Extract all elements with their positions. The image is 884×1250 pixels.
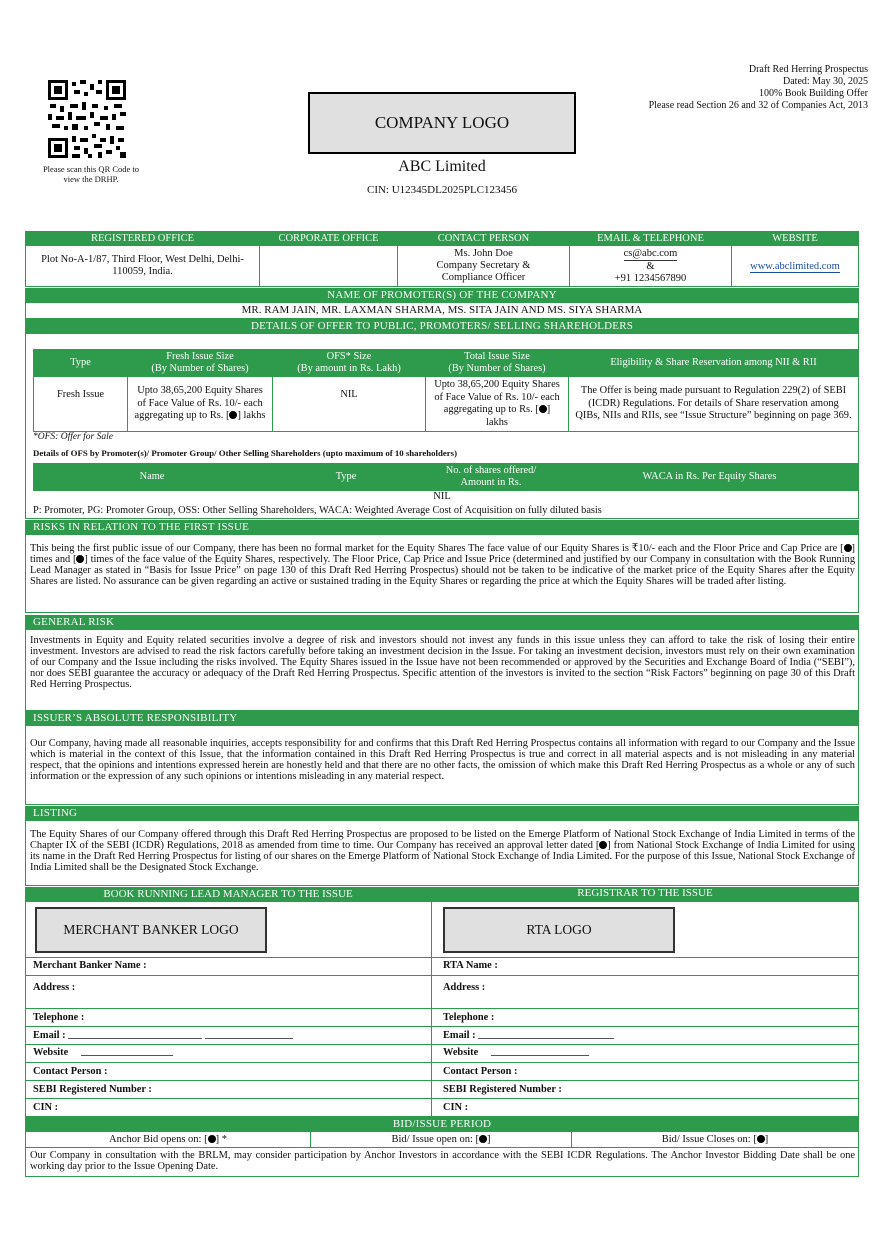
open-text-b: ] — [487, 1134, 491, 1145]
anchor-text-b: ] * — [215, 1134, 227, 1145]
brlm-address-label: Address : — [33, 982, 76, 993]
th-ofs-shares — [422, 464, 561, 491]
company-cin: CIN: U12345DL2025PLC123456 — [366, 184, 518, 196]
company-logo — [308, 92, 576, 154]
merchant-banker-logo: MERCHANT BANKER LOGO — [35, 907, 267, 953]
th-ofs-type: Type — [271, 464, 422, 491]
blank-line — [81, 1047, 173, 1056]
ofs-table — [33, 463, 859, 491]
corporate-office-address — [260, 246, 398, 287]
website-link[interactable]: www.abclimited.com — [750, 260, 840, 272]
risks-first-text — [30, 543, 855, 587]
blank-line — [491, 1047, 589, 1056]
website-cell — [732, 246, 859, 287]
brlm-contact-label: Contact Person : — [33, 1066, 108, 1077]
general-risk-header: GENERAL RISK — [25, 615, 859, 629]
listing-text-1: The Equity Shares of our Company offered through this Draft Red Herring Prospectus are proposed to be listed on the Emerge Platform of National Stock Exchange of India Limited in terms of the Chapter IX of the SEBI (ICDR) Regulations, 2018 as amended from time to time. Our Company has received an approval letter dated [ — [30, 829, 855, 852]
offer-header: DETAILS OF OFFER TO PUBLIC, PROMOTERS/ SELLING SHAREHOLDERS — [25, 319, 859, 333]
issuer-text: Our Company, having made all reasonable inquiries, accepts responsibility for and confirms that this Draft Red Herring Prospectus contains all information with regard to our Company and the Issue which is material in the context of this Issue, that the information contained in this Draft Red Herring Prospectus is true and correct in all material aspects and is not misleading in any material respect, that the opinions and intentions expressed herein are honestly held and that there are no other facts, the omission of which make this Draft Red Herring Prospectus as a whole or any of such information or the expression of any such opinions or intentions misleading in any material respect. — [30, 738, 855, 783]
telephone: +91 1234567890 — [614, 272, 687, 284]
amp-separator: & — [646, 260, 655, 272]
company-name: ABC Limited — [398, 158, 486, 175]
th-total-1: Total Issue Size — [464, 350, 530, 362]
registered-office-address: Plot No-A-1/87, Third Floor, West Delhi, Delhi- 110059, India. — [26, 246, 260, 287]
blank-line — [68, 1030, 202, 1039]
contact-name: Ms. John Doe — [454, 248, 513, 259]
rta-address-label: Address : — [443, 982, 486, 993]
divider — [25, 1008, 859, 1009]
ofs-size: NIL — [273, 377, 426, 432]
divider — [25, 1098, 859, 1099]
th-email-telephone: EMAIL & TELEPHONE — [570, 232, 732, 246]
th-fresh-1: Fresh Issue Size — [166, 350, 234, 362]
th-fresh-2: (By Number of Shares) — [151, 363, 249, 374]
th-total-2: (By Number of Shares) — [448, 363, 546, 374]
blank-line — [478, 1030, 614, 1039]
rta-sebi-label: SEBI Registered Number : — [443, 1084, 562, 1095]
doc-type: Draft Red Herring Prospectus — [748, 64, 868, 75]
rta-email-text: Email : — [443, 1030, 476, 1041]
close-text-a: Bid/ Issue Closes on: [ — [661, 1134, 757, 1145]
bid-close-date — [572, 1132, 859, 1148]
th-corporate-office: CORPORATE OFFICE — [260, 232, 398, 246]
listing-header: LISTING — [25, 806, 859, 820]
eligibility-text: The Offer is being made pursuant to Regulation 229(2) of SEBI (ICDR) Regulations. For details of Share reservation among QIBs, NIIs and RIIs, see “Issue Structure” beginning on page 369. — [569, 377, 859, 432]
general-risk-text: Investments in Equity and Equity related securities involve a degree of risk and investors should not invest any funds in this issue unless they can afford to take the risk of losing their entire investment. Investors are advised to read the risk factors carefully before taking an investment decision in the Issue. For taking an investment decision, investors must rely on their own examination of our Company and the Issue including the risks involved. The Equity Shares issued in the Issue have not been recommended or approved by the Securities and Exchange Board of India (“SEBI”), nor does SEBI guarantee the accuracy or adequacy of the Draft Red Herring Prospectus. Specific attention of the investors is invited to the section “Risk Factors” beginning on page 30 of this Draft Red Herring Prospectus. — [30, 635, 855, 691]
placeholder-dot — [757, 1135, 765, 1143]
brlm-email-label — [33, 1030, 293, 1041]
doc-date: Dated: May 30, 2025 — [783, 76, 868, 87]
brlm-email-text: Email : — [33, 1030, 66, 1041]
brlm-website-text: Website — [33, 1047, 69, 1058]
risks-text-2: ] times and [ — [30, 543, 855, 566]
intermediaries-divider — [431, 901, 432, 1117]
offer-type: 100% Book Building Offer — [759, 88, 868, 99]
rta-logo: RTA LOGO — [443, 907, 675, 953]
brlm-cin-label: CIN : — [33, 1102, 59, 1113]
qr-caption: Please scan this QR Code to view the DRHP. — [42, 164, 140, 184]
th-contact-person: CONTACT PERSON — [398, 232, 570, 246]
placeholder-dot — [844, 544, 852, 552]
rta-website-text: Website — [443, 1047, 479, 1058]
company-logo-text: COMPANY LOGO — [374, 113, 510, 132]
placeholder-dot — [539, 405, 547, 413]
promoters-names: MR. RAM JAIN, MR. LAXMAN SHARMA, MS. SITA JAIN AND MS. SIYA SHARMA — [25, 302, 859, 319]
th-website: WEBSITE — [732, 232, 859, 246]
fresh-issue-size — [128, 377, 273, 432]
bid-period-header: BID/ISSUE PERIOD — [25, 1117, 859, 1131]
abbreviations: P: Promoter, PG: Promoter Group, OSS: Other Selling Shareholders, WACA: Weighted Average Cost of Acquisition on fully diluted basis — [33, 505, 602, 516]
anchor-bid-date — [26, 1132, 311, 1148]
ofs-details-title: Details of OFS by Promoter(s)/ Promoter Group/ Other Selling Shareholders (upto maximum of 10 shareholders) — [33, 448, 458, 458]
th-ofs-shares-1: No. of shares offered/ — [445, 464, 537, 476]
risks-first-header: RISKS IN RELATION TO THE FIRST ISSUE — [25, 520, 859, 534]
th-ofs-2: (By amount in Rs. Lakh) — [297, 363, 401, 374]
th-ofs — [273, 350, 426, 377]
anchor-text-a: Anchor Bid opens on: [ — [109, 1134, 208, 1145]
risks-text-3: ] times of the face value of the Equity Shares, respectively. The Floor Price, Cap Price and Issue Price (determined and justified by our Company in consultation with the Book Running Lead Manager as stated in “Basis for Issue Price” on page 130 of this Draft Red Herring Prospectus) should not be taken to be indicative of the market price of the Equity Shares after the Equity Shares are listed. No assurance can be given regarding an active or sustained trading in the Equity Shares or regarding the price at which the Equity Shares will be traded after listing. — [30, 554, 856, 588]
promoters-header: NAME OF PROMOTER(S) OF THE COMPANY — [25, 288, 859, 302]
fresh-text-a: Upto 38,65,200 Equity Shares of Face Value of Rs. 10/- each aggregating up to Rs. [ — [134, 385, 263, 422]
brlm-name-label: Merchant Banker Name : — [33, 960, 147, 971]
th-ofs-1: OFS* Size — [326, 350, 372, 362]
close-text-b: ] — [764, 1134, 769, 1145]
divider — [25, 1080, 859, 1081]
registrar-header: REGISTRAR TO THE ISSUE — [431, 887, 859, 901]
open-text-a: Bid/ Issue open on: [ — [391, 1134, 479, 1145]
bid-note: Our Company in consultation with the BRLM, may consider participation by Anchor Investors in accordance with the SEBI ICDR Regulations. The Anchor Investor Bidding Date shall be one working day prior to the Issue Opening Date. — [30, 1150, 855, 1173]
fresh-text-b: ] lakhs — [237, 410, 266, 422]
rta-cin-label: CIN : — [443, 1102, 469, 1113]
divider — [25, 1026, 859, 1027]
th-ofs-shares-2: Amount in Rs. — [460, 477, 522, 488]
total-text-a: Upto 38,65,200 Equity Shares of Face Value of Rs. 10/- each aggregating up to Rs. [ — [434, 379, 560, 415]
placeholder-dot — [479, 1135, 487, 1143]
blank-line — [205, 1030, 293, 1039]
placeholder-dot — [208, 1135, 216, 1143]
th-eligibility: Eligibility & Share Reservation among NII & RII — [569, 350, 859, 377]
th-fresh-issue — [128, 350, 273, 377]
row-type: Fresh Issue — [34, 377, 128, 432]
contact-table — [25, 231, 859, 287]
divider — [25, 957, 859, 958]
total-text-b: ] lakhs — [486, 404, 551, 428]
legal-note: Please read Section 26 and 32 of Companies Act, 2013 — [648, 100, 868, 111]
doc-header-info — [649, 64, 868, 112]
rta-email-label — [443, 1030, 614, 1041]
email-link[interactable]: cs@abc.com — [623, 247, 678, 259]
email-telephone — [570, 246, 732, 287]
brlm-header: BOOK RUNNING LEAD MANAGER TO THE ISSUE — [25, 887, 431, 901]
brlm-telephone-label: Telephone : — [33, 1012, 85, 1023]
rta-website-label — [443, 1047, 589, 1058]
offer-table — [33, 349, 859, 432]
bid-period-table — [25, 1131, 859, 1148]
listing-text — [30, 829, 855, 873]
brlm-website-label — [33, 1047, 173, 1058]
divider — [25, 1044, 859, 1045]
bid-open-date — [311, 1132, 572, 1148]
rta-contact-label: Contact Person : — [443, 1066, 518, 1077]
th-total — [426, 350, 569, 377]
listing-text-2: ] from National Stock Exchange of India Limited for using its name in the Draft Red Herring Prospectus for listing of our shares on the Emerge Platform of National Stock Exchange of India Limited. For the purpose of this Issue, National Stock Exchange of India Limited shall be the Designated Stock Exchange. — [30, 840, 855, 874]
rta-telephone-label: Telephone : — [443, 1012, 495, 1023]
contact-role-1: Company Secretary & — [436, 260, 531, 271]
qr-code — [48, 80, 126, 158]
th-registered-office: REGISTERED OFFICE — [26, 232, 260, 246]
rta-name-label: RTA Name : — [443, 960, 498, 971]
ofs-nil: NIL — [433, 491, 451, 502]
th-type: Type — [34, 350, 128, 377]
divider — [25, 975, 859, 976]
th-ofs-waca: WACA in Rs. Per Equity Shares — [561, 464, 859, 491]
risks-text-1: This being the first public issue of our Company, there has been no formal market for the Equity Shares The face value of our Equity Shares is ₹10/- each and the Floor Price and Cap Price are [ — [30, 543, 844, 554]
total-issue-size — [426, 377, 569, 432]
th-ofs-name: Name — [34, 464, 271, 491]
divider — [25, 1062, 859, 1063]
brlm-sebi-label: SEBI Registered Number : — [33, 1084, 152, 1095]
issuer-header: ISSUER’S ABSOLUTE RESPONSIBILITY — [25, 711, 859, 725]
contact-role-2: Compliance Officer — [441, 272, 526, 283]
contact-person — [398, 246, 570, 287]
qr-code-graphic — [48, 80, 126, 158]
ofs-note: *OFS: Offer for Sale — [33, 432, 113, 442]
